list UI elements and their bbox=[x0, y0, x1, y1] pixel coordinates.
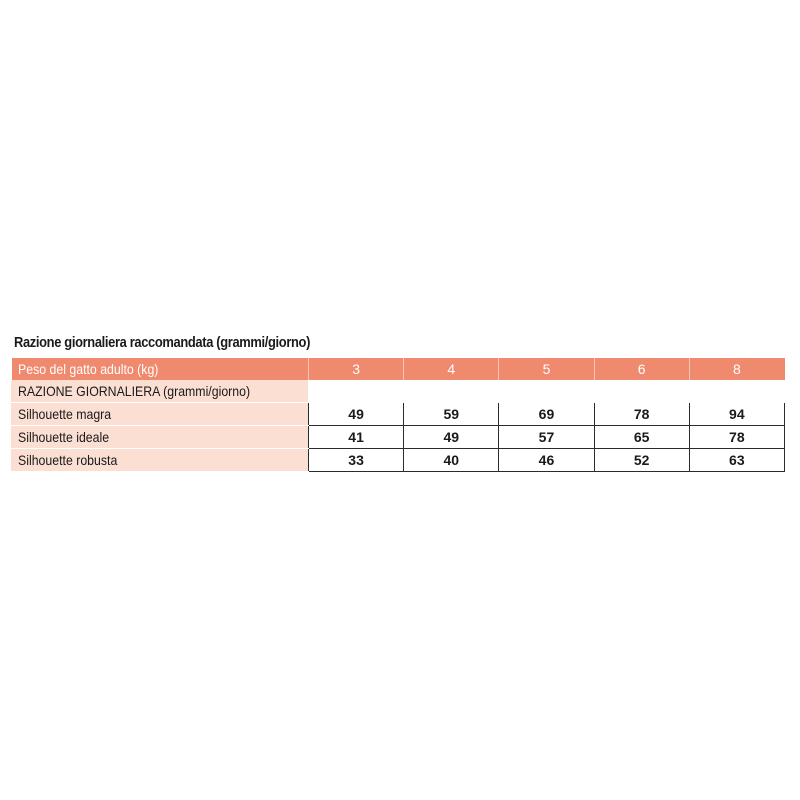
value-cell: 40 bbox=[404, 449, 499, 472]
empty-cell bbox=[404, 380, 499, 403]
weight-header-cell: 8 bbox=[689, 358, 784, 380]
ration-table bbox=[11, 358, 785, 472]
value-cell: 46 bbox=[499, 449, 594, 472]
value-cell: 69 bbox=[499, 403, 594, 426]
table-title: Razione giornaliera raccomandata (grammi/giorno) bbox=[14, 334, 311, 351]
header-row bbox=[12, 358, 785, 380]
value-cell: 52 bbox=[594, 449, 689, 472]
weight-header-cell: 3 bbox=[309, 358, 404, 380]
subheader-row bbox=[12, 380, 785, 403]
row-label: Silhouette robusta bbox=[12, 449, 309, 472]
table-row bbox=[12, 426, 785, 449]
value-cell: 33 bbox=[309, 449, 404, 472]
value-cell: 49 bbox=[309, 403, 404, 426]
table-row bbox=[12, 403, 785, 426]
row-label: Silhouette ideale bbox=[12, 426, 309, 449]
value-cell: 41 bbox=[309, 426, 404, 449]
table-row bbox=[12, 449, 785, 472]
empty-cell bbox=[594, 380, 689, 403]
value-cell: 78 bbox=[594, 403, 689, 426]
weight-header-cell: 5 bbox=[499, 358, 594, 380]
value-cell: 63 bbox=[689, 449, 784, 472]
ration-subheader-label: RAZIONE GIORNALIERA (grammi/giorno) bbox=[12, 380, 309, 403]
value-cell: 65 bbox=[594, 426, 689, 449]
value-cell: 94 bbox=[689, 403, 784, 426]
weight-header-label: Peso del gatto adulto (kg) bbox=[12, 358, 309, 380]
empty-cell bbox=[499, 380, 594, 403]
value-cell: 78 bbox=[689, 426, 784, 449]
weight-header-cell: 6 bbox=[594, 358, 689, 380]
value-cell: 59 bbox=[404, 403, 499, 426]
weight-header-cell: 4 bbox=[404, 358, 499, 380]
row-label: Silhouette magra bbox=[12, 403, 309, 426]
value-cell: 57 bbox=[499, 426, 594, 449]
empty-cell bbox=[689, 380, 784, 403]
empty-cell bbox=[309, 380, 404, 403]
value-cell: 49 bbox=[404, 426, 499, 449]
